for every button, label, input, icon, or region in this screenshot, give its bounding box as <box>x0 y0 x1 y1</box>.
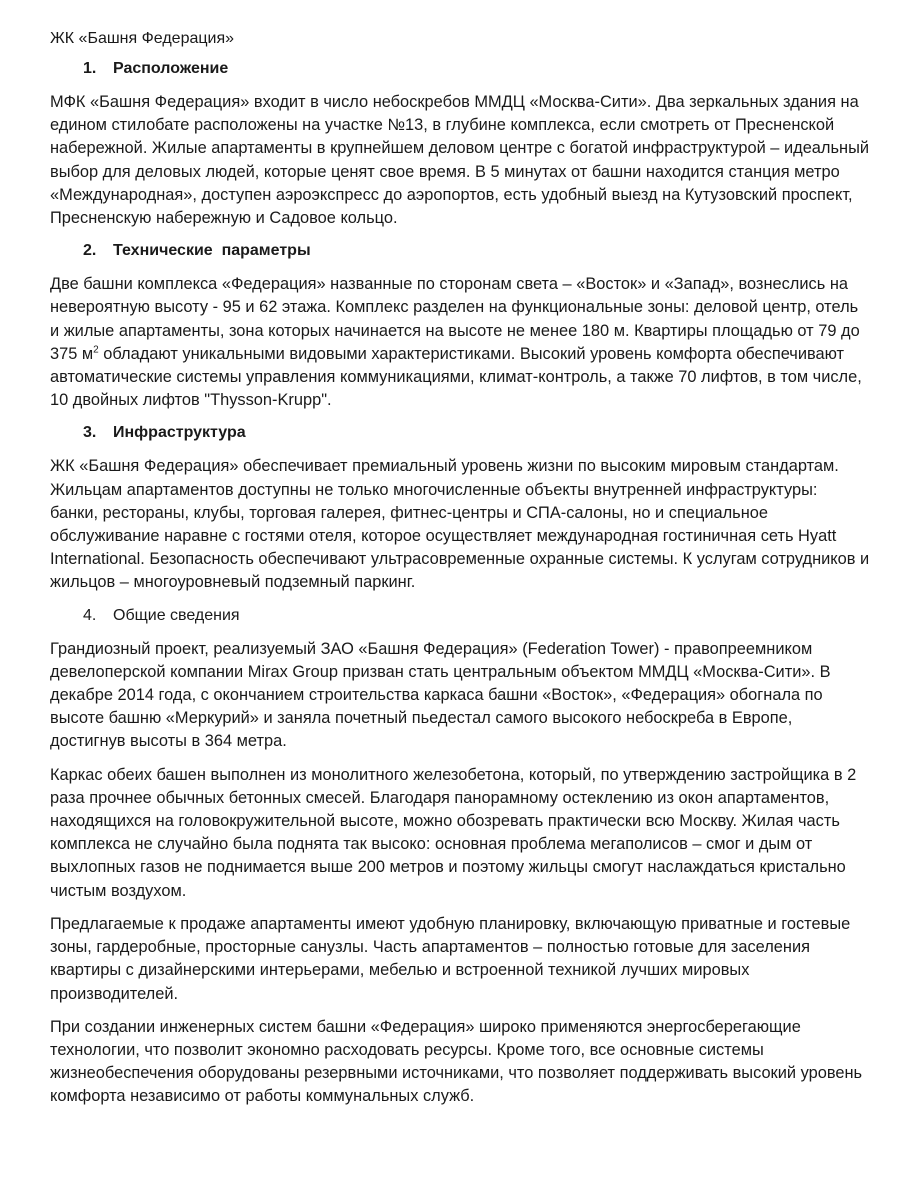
paragraph-general-2: Каркас обеих башен выполнен из монолитного железобетона, который, по утверждению застройщика в 2 раза прочнее обычных бетонных смесей. Благодаря панорамному остеклению из окон апартаментов, находящихся на головокружительной высоте, можно обозревать практически всю Москву. Жилая часть комплекса не случайно была поднята так высоко: основная проблема мегаполисов – смог и дым от выхлопных газов не поднимается выше 200 метров и поэтому жильцы смогут наслаждаться кристально чистым воздухом. <box>50 765 857 900</box>
section-heading-location <box>50 58 870 80</box>
paragraph-infrastructure: ЖК «Башня Федерация» обеспечивает премиальный уровень жизни по высоким мировым стандартам. Жильцам апартаментов доступны не только многочисленные объекты внутренней инфраструктуры: банки, рестораны, клубы, торговая галерея, фитнес-центры и СПА-салоны, но и специальное обслуживание наравне с гостями отеля, которое осуществляет международная гостиничная сеть Hyatt International. Безопасность обеспечивают ультрасовременные охранные системы. К услугам сотрудников и жильцов – многоуровневый подземный паркинг. <box>50 457 870 592</box>
section-number: 3. <box>83 424 97 442</box>
document-page <box>50 28 870 1119</box>
paragraph-text: обладают уникальными видовыми характеристиками. Высокий уровень комфорта обеспечивают автоматические системы управления коммуникациями, климат-контроль, а также 70 лифтов, в том числе, 10 двойных лифтов "Thysson-Krupp". <box>50 344 862 410</box>
section-number: 2. <box>83 242 97 260</box>
superscript: 2 <box>93 344 99 356</box>
section-number: 1. <box>83 60 97 77</box>
paragraph-location: МФК «Башня Федерация» входит в число небоскребов ММДЦ «Москва-Сити». Два зеркальных здания на едином стилобате расположены на участке №13, в глубине комплекса, если смотреть от Пресненской набережной. Жилые апартаменты в крупнейшем деловом центре с богатой инфраструктурой – идеальный выбор для деловых людей, которые ценят свое время. В 5 минутах от башни находится станция метро «Международная», доступен аэроэкспресс до аэропортов, есть удобный выезд на Кутузовский проспект, Пресненскую набережную и Садовое кольцо. <box>50 93 870 228</box>
section-title: Технические параметры <box>113 242 311 260</box>
section-title: Общие сведения <box>113 606 240 624</box>
document-title: ЖК «Башня Федерация» <box>50 30 235 47</box>
paragraph-general-3: Предлагаемые к продаже апартаменты имеют удобную планировку, включающую приватные и гостевые зоны, гардеробные, просторные санузлы. Часть апартаментов – полностью готовые для заселения квартиры с дизайнерскими интерьерами, мебелью и встроенной техникой лучших мировых производителей. <box>50 914 851 1003</box>
section-heading-general <box>50 605 870 627</box>
paragraph-general-4: При создании инженерных систем башни «Федерация» широко применяются энергосберегающие технологии, что позволит экономно расходовать ресурсы. Кроме того, все основные системы жизнеобеспечения оборудованы резервными источниками, что позволяет поддерживать высокий уровень комфорта независимо от работы коммунальных служб. <box>50 1017 863 1106</box>
section-title: Инфраструктура <box>113 424 246 442</box>
paragraph-text: Две башни комплекса «Федерация» названные по сторонам света – «Восток» и «Запад», вознеслись на невероятную высоту - 95 и 62 этажа. Комплекс разделен на функциональные зоны: деловой центр, отель и жилые апартаменты, зона которых начинается на высоте не менее 180 м. Квартиры площадью от 79 до 375 м <box>50 275 860 363</box>
section-title: Расположение <box>113 60 229 77</box>
paragraph-general-1: Грандиозный проект, реализуемый ЗАО «Башня Федерация» (Federation Tower) - правопреемником девелоперской компании Mirax Group призван стать центральным объектом ММДЦ «Москва-Сити». В декабре 2014 года, с окончанием строительства каркаса башни «Восток», «Федерация» обогнала по высоте башню «Меркурий» и заняла почетный пьедестал самого высокого небоскреба в Европе, достигнув высоты в 364 метра. <box>50 639 831 751</box>
section-heading-infrastructure <box>50 422 870 444</box>
section-heading-technical <box>50 240 870 262</box>
paragraph-technical <box>50 273 870 412</box>
section-number: 4. <box>83 606 97 624</box>
